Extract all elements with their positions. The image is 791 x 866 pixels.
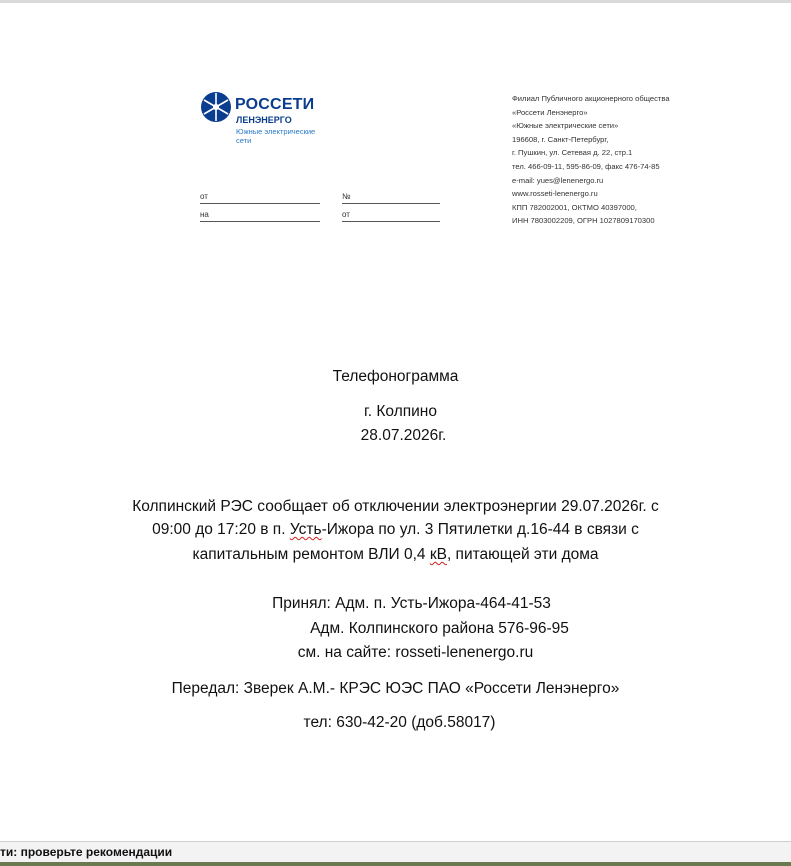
field-to-line: [200, 221, 320, 222]
field-from-date-2: [342, 210, 350, 219]
field-to-label: на: [200, 210, 209, 219]
address-line: «Южные электрические сети»: [512, 121, 619, 131]
body-line-3: [0, 546, 791, 564]
body-text: -Ижора по ул. 3 Пятилетки д.16-44 в связи с: [321, 521, 639, 538]
company-address: [512, 92, 752, 228]
logo-branch: Южные электрические сети: [236, 127, 316, 145]
taskbar-strip: [0, 862, 791, 866]
document-city: г. Колпино: [364, 403, 437, 420]
field-from2-line: [342, 221, 440, 222]
address-line: Филиал Публичного акционерного общества: [512, 94, 670, 103]
body-text: 09:00 до 17:20 в п.: [152, 521, 290, 538]
address-line: тел. 466-09-11, 595-86-09, факс 476-74-85: [512, 161, 660, 171]
phone-line: тел: 630-42-20 (доб.58017): [303, 714, 496, 731]
received-line-3: см. на сайте: rosseti-lenenergo.ru: [297, 644, 534, 661]
field-number-line: [342, 203, 440, 204]
body-line-2: [0, 521, 791, 539]
field-from2-label: от: [342, 210, 350, 219]
status-recommendations-text[interactable]: ти: проверьте рекомендации: [0, 845, 173, 859]
address-line: e-mail: yues@lenenergo.ru: [512, 175, 604, 185]
field-number-label: №: [342, 192, 351, 201]
address-line: «Россети Ленэнерго»: [512, 107, 588, 117]
field-from-label: от: [200, 192, 208, 201]
company-logo: [200, 91, 320, 151]
received-line-2: Адм. Колпинского района 576-96-95: [310, 620, 569, 637]
sent-by-line: Передал: Зверек А.М.- КРЭС ЮЭС ПАО «Россети Ленэнерго»: [171, 680, 620, 697]
address-line: ИНН 7803002209, ОГРН 1027809170300: [512, 216, 655, 226]
rosseti-emblem-icon: [200, 91, 232, 123]
logo-name: РОССЕТИ: [235, 96, 315, 113]
received-line-1: Принял: Адм. п. Усть-Ижора-464-41-53: [272, 595, 551, 612]
address-line: www.rosseti-lenenergo.ru: [512, 189, 598, 199]
spelling-error-word[interactable]: кВ: [429, 546, 447, 563]
body-text: капитальным ремонтом ВЛИ 0,4: [192, 546, 430, 563]
address-line: КПП 782002001, ОКТМО 40397000,: [512, 202, 637, 212]
field-number: [342, 192, 351, 201]
status-bar: [0, 841, 791, 863]
document-title: Телефонограмма: [332, 368, 459, 385]
document-page: [0, 3, 791, 841]
address-line: г. Пушкин, ул. Сетевая д. 22, стр.1: [512, 148, 633, 158]
field-from-date: [200, 192, 208, 201]
address-line: 196608, г. Санкт-Петербург,: [512, 134, 609, 144]
field-from-line: [200, 203, 320, 204]
spelling-error-word[interactable]: Усть: [289, 521, 322, 538]
document-date: 28.07.2026г.: [360, 427, 447, 444]
logo-subtitle: ЛЕНЭНЕРГО: [236, 115, 292, 125]
body-text: , питающей эти дома: [446, 546, 599, 563]
body-line-1: Колпинский РЭС сообщает об отключении электроэнергии 29.07.2026г. с: [132, 498, 659, 515]
field-to: [200, 210, 209, 219]
